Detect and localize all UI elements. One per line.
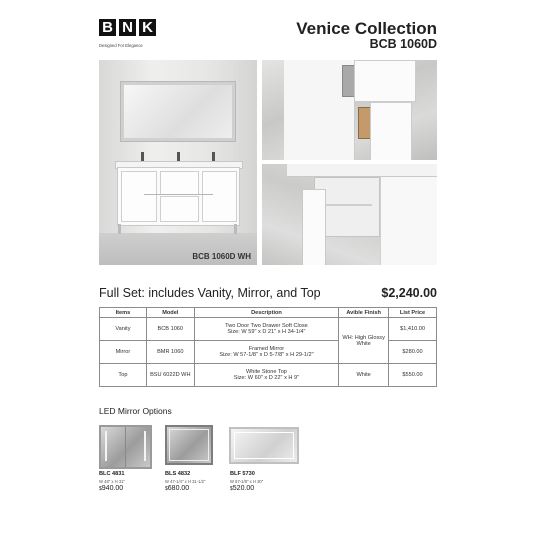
- countertop-edge: [287, 164, 437, 177]
- currency-symbol: $: [99, 486, 102, 492]
- led-frame-glow: [169, 429, 209, 461]
- row-item: Vanity: [100, 318, 147, 341]
- currency-symbol: $: [165, 486, 168, 492]
- row-description-line1: Framed Mirror: [248, 346, 285, 352]
- header-model: Model: [146, 308, 194, 318]
- header-finish: Avible Finish: [339, 308, 389, 318]
- row-description-line1: White Stone Top: [245, 369, 287, 375]
- full-set-price: $2,240.00: [381, 286, 437, 300]
- row-description-line2: Size: W 60" x D 22" x H 9": [233, 375, 300, 381]
- row-model: BCB 1060: [146, 318, 194, 341]
- price-value: 940.00: [101, 485, 124, 492]
- led-mirror-bls4832: [165, 425, 213, 465]
- led-option-3-price: [230, 485, 254, 492]
- currency-symbol: $: [230, 486, 233, 492]
- drawer-front-upper: [354, 60, 416, 102]
- interior-shelf: [320, 204, 372, 206]
- cabinet-door-right: [202, 171, 237, 222]
- row-item: Mirror: [100, 341, 147, 364]
- table-row: [100, 364, 437, 387]
- vanity-set-photo: [99, 60, 257, 265]
- faucet-left: [141, 152, 144, 161]
- price-value: 520.00: [232, 485, 255, 492]
- led-option-1-size: W 48" x H 31": [99, 479, 126, 484]
- row-description-line2: Size: W 57-1/8" x D 5-7/8" x H 29-1/2": [219, 352, 314, 358]
- cabinet-drawer-bottom: [160, 196, 199, 222]
- row-model: BMR 1060: [146, 341, 194, 364]
- drawer-front-lower: [370, 102, 412, 160]
- row-description-line1: Two Door Two Drawer Soft Close: [225, 323, 308, 329]
- spec-table: [99, 307, 437, 387]
- row-description: [194, 364, 338, 387]
- logo-letter-n: N: [119, 19, 136, 36]
- led-option-1-price: [99, 485, 123, 492]
- faucet-center: [177, 152, 180, 161]
- led-option-2-model: BLS 4832: [165, 471, 191, 477]
- cabinet-detail-photo: [262, 164, 437, 265]
- drawer-handle: [144, 194, 213, 195]
- cabinet-split: [125, 427, 126, 467]
- led-options-heading: LED Mirror Options: [99, 406, 172, 416]
- table-row: [100, 318, 437, 341]
- price-value: 680.00: [167, 485, 190, 492]
- open-cabinet-door: [302, 189, 326, 265]
- row-finish: WH: High Glossy White: [339, 318, 389, 364]
- row-model: BSU 6022D WH: [146, 364, 194, 387]
- header-description: Description: [194, 308, 338, 318]
- led-strip-right: [144, 431, 146, 461]
- logo-letter-b: B: [99, 19, 116, 36]
- cabinet-body-right: [380, 177, 437, 265]
- full-set-heading: Full Set: includes Vanity, Mirror, and Top: [99, 286, 321, 300]
- led-mirror-blc4831: [99, 425, 152, 469]
- drawer-detail-photo: [262, 60, 437, 160]
- model-number: BCB 1060D: [369, 37, 437, 51]
- collection-title: Venice Collection: [296, 19, 437, 38]
- row-description: [194, 341, 338, 364]
- row-description-line2: Size: W 59" x D 21" x H 34-1/4": [227, 329, 306, 335]
- table-header-row: [100, 308, 437, 318]
- cabinet-leg-right: [234, 224, 237, 234]
- cabinet-leg-left: [118, 224, 121, 234]
- row-price: $280.00: [389, 341, 437, 364]
- row-item: Top: [100, 364, 147, 387]
- vanity-cabinet: [117, 167, 240, 226]
- brand-tagline: Designed For Elegance: [99, 43, 143, 48]
- row-price: $1,410.00: [389, 318, 437, 341]
- row-price: $550.00: [389, 364, 437, 387]
- led-option-3-model: BLF 5730: [230, 471, 255, 477]
- led-option-2-size: W 47-1/4" x H 31-1/2": [165, 479, 206, 484]
- row-description: [194, 318, 338, 341]
- cabinet-drawer-top: [160, 171, 199, 195]
- hero-caption: BCB 1060D WH: [192, 252, 251, 261]
- header-list-price: List Price: [389, 308, 437, 318]
- led-option-1-model: BLC 4831: [99, 471, 125, 477]
- header-items: Items: [100, 308, 147, 318]
- faucet-right: [212, 152, 215, 161]
- brand-logo: [99, 19, 159, 49]
- led-option-3-size: W 57-1/8" x H 30": [230, 479, 264, 484]
- wall-mirror: [121, 82, 235, 141]
- led-option-2-price: [165, 485, 189, 492]
- led-mirror-blf5730: [229, 427, 299, 464]
- logo-letter-k: K: [139, 19, 156, 36]
- led-inner-border: [234, 432, 294, 459]
- cabinet-door-left: [121, 171, 157, 222]
- led-strip-left: [105, 431, 107, 461]
- row-finish: White: [339, 364, 389, 387]
